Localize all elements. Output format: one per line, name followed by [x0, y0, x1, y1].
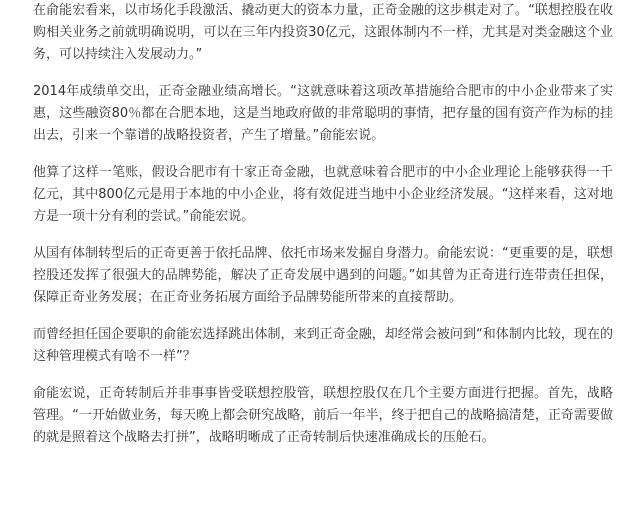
- paragraph-4: 从国有体制转型后的正奇更善于依托品牌、依托市场来发掘自身潜力。俞能宏说：“更重要的是，联想控股还发挥了很强大的品牌势能，解决了正奇发展中遇到的问题。”如其曾为正奇进行连带责任担保，保障正奇业务发展；在正奇业务拓展方面给予品牌势能所带来的直接帮助。: [33, 246, 613, 305]
- article-body: [33, 0, 613, 464]
- paragraph-5: 而曾经担任国企要职的俞能宏选择跳出体制，来到正奇金融，却经常会被问到“和体制内比较，现在的这种管理模式有啥不一样”？: [33, 327, 613, 364]
- paragraph-2: 2014年成绩单交出，正奇金融业绩高增长。“这就意味着这项改革措施给合肥市的中小企业带来了实惠，这些融资80％都在合肥本地，这是当地政府做的非常聪明的事情，把存量的国有资产作为标的挂出去，引来一个靠谱的战略投资者，产生了增量。”俞能宏说。: [33, 84, 613, 143]
- paragraph-3: 他算了这样一笔账，假设合肥市有十家正奇金融，也就意味着合肥市的中小企业理论上能够获得一千亿元，其中800亿元是用于本地的中小企业，将有效促进当地中小企业经济发展。“这样来看，这对地方是一项十分有利的尝试。”俞能宏说。: [33, 165, 613, 224]
- paragraph-6: 俞能宏说，正奇转制后并非事事皆受联想控股管，联想控股仅在几个主要方面进行把握。首先，战略管理。“一开始做业务，每天晚上都会研究战略，前后一年半，终于把自己的战略搞清楚，正奇需要做的就是照着这个战略去打拼”，战略明晰成了正奇转制后快速准确成长的压舱石。: [33, 386, 613, 445]
- paragraph-1: 在俞能宏看来，以市场化手段激活、撬动更大的资本力量，正奇金融的这步棋走对了。“联想控股在收购相关业务之前就明确说明，可以在三年内投资30亿元，这跟体制内不一样，尤其是对类金融这个业务，可以持续注入发展动力。”: [33, 3, 613, 62]
